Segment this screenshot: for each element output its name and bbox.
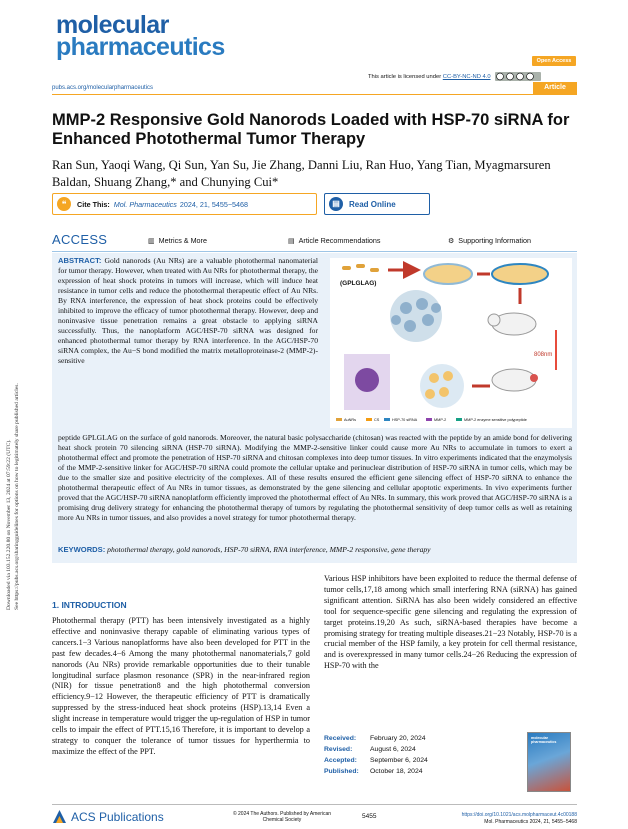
date-row (324, 744, 484, 755)
download-line: Downloaded via 103.152.220.80 on November 13, 2024 at 07:59:22 (UTC). (6, 439, 12, 610)
header-bar (52, 82, 577, 94)
acs-logo-icon (52, 809, 67, 824)
tumor-cluster (390, 290, 442, 342)
intro-right-column: Various HSP inhibitors have been exploited to reduce the thermal defense of tumor cells,17,18 among which small interfering RNA (siRNA) has gained significant attention. SiRNA has also been widely considered an effective tool for sequence-specific gene silencing and regulating the expression of target proteins.19,20 As such, siRNA-based therapies have become a promising strategy for treating multiple diseases.21−23 Notably, HSP-70 is a crucial member of the HSP family, a key protein for cell thermal resistance, and is overexpressed in many tumor cells.24−26 Reducing the expression of HSP-70 with the (324, 574, 577, 671)
journal-cover-thumbnail[interactable] (527, 732, 571, 792)
journal-logo[interactable] (56, 11, 236, 61)
recommendations-link[interactable] (288, 236, 381, 245)
access-label: ACCESS (52, 232, 108, 247)
cite-journal: Mol. Pharmaceutics (113, 199, 177, 209)
date-key: Received: (324, 735, 357, 742)
abstract-text-upper (58, 256, 318, 432)
abstract-label: ABSTRACT: (58, 256, 102, 265)
intro-left-column: Photothermal therapy (PTT) has been intensively investigated as a highly effective and noninvasive therapy capable of eliminating various types of cancers.1−3 Various nanoplatforms have also been developed for PTT in the past few decades.4−6 Among the many photothermal nanomaterials,7 gold nanorods (Au NRs) provide remarkable opportunities due to their tunable longitudinal surface plasmon resonance (SPR) in the near-infrared region (NIR) for tissue penetration8 and the high photothermal conversion efficiency.9−12 However, the therapeutic efficiency of PTT is dramatically suppressed by the stress-induced heat shock proteins (HSP).13,14 Even a slight increase in temperature would trigger the up-regulation of HSP in tumor cells to impair the effect of PTT.15,16 Therefore, it is important to develop a strategy to conquer the tolerance of tumor tissues for hyperthermia to maximize the effect of the PPT. (52, 616, 310, 756)
access-bar (52, 232, 577, 248)
legend-peptide: MMP-2 enzyme sensitive polypeptide (464, 418, 527, 422)
legend-cs: CS (374, 418, 380, 422)
journal-logo-line2: pharmaceutics (56, 33, 225, 61)
journal-logo-line1: molecular (56, 11, 169, 39)
article-title: MMP-2 Responsive Gold Nanorods Loaded with HSP-70 siRNA for Enhanced Photothermal Tumor Therapy (52, 111, 570, 148)
keywords-line (58, 545, 572, 555)
date-row (324, 766, 484, 777)
read-online-label: Read Online (349, 199, 396, 209)
date-value: September 6, 2024 (370, 757, 428, 764)
cite-reference: 2024, 21, 5455−5468 (179, 199, 249, 209)
peptide-label: (GPLGLAG) (340, 280, 377, 287)
article-type-tag: Article (533, 82, 577, 94)
header-rule (52, 94, 577, 95)
author-list: Ran Sun, Yaoqi Wang, Qi Sun, Yan Su, Jie Zhang, Danni Liu, Ran Huo, Yang Tian, Myagmarsuren Baldan, Shuang Zhang,* and Chunying Cui* (52, 158, 551, 189)
page-number: 5455 (362, 813, 377, 820)
copyright-line: © 2024 The Authors. Published by American Chemical Society (232, 811, 332, 824)
gear-icon: ⚙ (448, 238, 455, 245)
acs-logo-text: ACS Publications (71, 809, 164, 824)
cc-license-icon (495, 72, 541, 81)
date-key: Accepted: (324, 757, 357, 764)
metrics-label: Metrics & More (158, 236, 207, 245)
legend-mmp2: MMP-2 (434, 418, 447, 422)
cite-label: Cite This: (77, 199, 110, 209)
recommendations-label: Article Recommendations (298, 236, 381, 245)
doi-footer (430, 812, 577, 825)
section-heading-introduction: 1. INTRODUCTION (52, 600, 127, 610)
history-dates (324, 733, 484, 777)
metrics-link[interactable] (148, 236, 207, 245)
book-icon: ▤ (329, 197, 343, 211)
graphical-abstract (330, 258, 572, 428)
legend-sirna: HSP-70 siRNA (392, 418, 418, 422)
abstract-text-lower: peptide GPLGLAG on the surface of gold nanorods. Moreover, the natural basic polysaccharide (chitosan) was reacted with the peptide by an amide bond for delivering heat shock protein 70 silencing siRNA (HSP-70 siRNA). Modifying the MMP-2-sensitive linker could cause more Au NRs to accumulate in tumors to exert a photothermal effect and promote the penetration of HSP-70 siRNA and chitosan complexes into deep tumor tissues. In vitro experiments indicated that the enzymolysis of the MMP-2-sensitive linker for AGC/HSP-70 siRNA could promote the cellular uptake and perinuclear distribution of HSP-70 siRNA in tumor cells, which may be due to the smaller size and positive electricity of the complexes. All of these results ensured the efficient gene silencing effect of HSP-70 siRNA to enhance the photothermal therapeutic effect of Au NRs in tumor tissues, as demonstrated by the gene silencing and cellular apoptotic experiments. In vivo experiments further proved that the AGC/HSP-70 siRNA nanoplatform efficiently improved the photothermal effect of Au NRs. In summary, this work proved that AGC/HSP-70 siRNA is a promising drug delivery strategy for enhancing the photothermal therapy of tumors by regulating the photothermal sensitivity of deep tumor cells as well as retaining more Au NRs in tumor tissues, and also provides a novel strategy for tumor photothermal therapy. (58, 433, 572, 522)
journal-url[interactable]: pubs.acs.org/molecularpharmaceutics (52, 85, 154, 91)
date-value: February 20, 2024 (370, 735, 426, 742)
supporting-label: Supporting Information (458, 236, 531, 245)
cover-title: molecular pharmaceutics (531, 736, 557, 744)
footer-rule (52, 804, 577, 805)
acs-publications-logo[interactable] (52, 809, 164, 824)
supporting-info-link[interactable] (448, 236, 531, 245)
open-access-badge: Open Access (532, 56, 576, 66)
access-rule (52, 251, 577, 252)
quote-icon: ❝ (57, 197, 71, 211)
cite-this-box[interactable] (52, 193, 317, 215)
date-row (324, 755, 484, 766)
date-key: Published: (324, 768, 359, 775)
legend-aunrs: AuNRs (344, 418, 357, 422)
bar-chart-icon: ▥ (148, 238, 155, 245)
cell-panel (344, 354, 390, 410)
footer-citation: Mol. Pharmaceutics 2024, 21, 5455−5468 (484, 818, 577, 825)
date-key: Revised: (324, 746, 353, 753)
date-row (324, 733, 484, 744)
wavelength-label: 808nm (534, 352, 553, 358)
tumor-cells-panel (420, 364, 464, 408)
document-icon: ▤ (288, 238, 295, 245)
abstract-body-upper: Gold nanorods (Au NRs) are a valuable photothermal nanomaterial for tumor therapy. However, when treated with Au NRs for photothermal therapy, the expression of heat shock proteins in tumors will increase, which will induce heat resistance in tumor cells and reduce the photothermal therapeutic effect of Au NRs. By RNA interference, the expression of heat shock proteins could be effectively inhibited to improve the efficacy of tumor photothermal therapy. However, deep and noninvasive tissue penetration remains a great obstacle to applying siRNA successfully. Thus, the nanoplatform AGC/HSP-70 siRNA was designed for enhanced photothermal tumor therapy by RNA interference. In the AGC/HSP-70 siRNA complex, the Au−S bond modified the matrix metalloproteinase-2 (MMP-2)-sensitive (58, 256, 318, 365)
keywords-text: photothermal therapy, gold nanorods, HSP-70 siRNA, RNA interference, MMP-2 responsive, gene therapy (107, 545, 431, 554)
read-online-button[interactable] (324, 193, 430, 215)
license-line (368, 72, 578, 81)
doi-link[interactable]: https://doi.org/10.1021/acs.molpharmaceut.4c00188 (461, 812, 577, 818)
date-value: October 18, 2024 (370, 768, 423, 775)
keywords-label: KEYWORDS: (58, 545, 106, 554)
download-sidebar (5, 230, 27, 610)
license-prefix: This article is licensed under (368, 74, 442, 81)
license-link[interactable]: CC-BY-NC-ND 4.0 (442, 74, 491, 81)
date-value: August 6, 2024 (370, 746, 416, 753)
guidelines-line: See https://pubs.acs.org/sharingguidelines for options on how to legitimately share published articles. (14, 383, 20, 610)
